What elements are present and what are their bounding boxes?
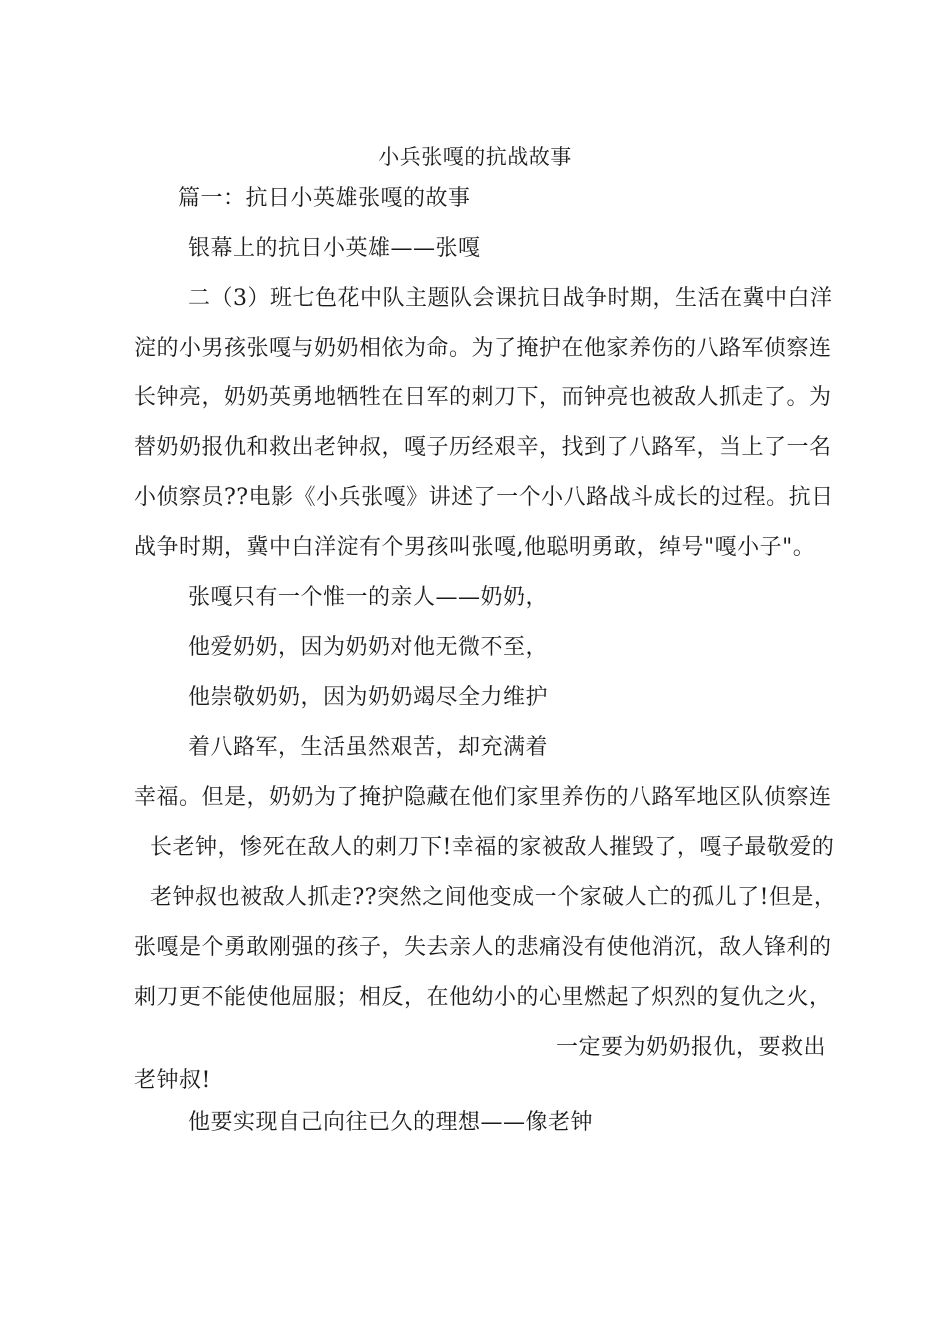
document-title: 小兵张嘎的抗战故事 xyxy=(378,145,572,169)
text-line: 老钟叔也被敌人抓走??突然之间他变成一个家破人亡的孤儿了!但是， xyxy=(150,885,837,910)
text-line: 淀的小男孩张嘎与奶奶相依为命。为了掩护在他家养伤的八路军侦察连 xyxy=(134,336,832,361)
right-aligned-line: 一定要为奶奶报仇，要救出 xyxy=(555,1035,826,1060)
text-line: 二（3）班七色花中队主题队会课抗日战争时期，生活在冀中白洋 xyxy=(188,286,833,311)
text-line: 长钟亮，奶奶英勇地牺牲在日军的刺刀下，而钟亮也被敌人抓走了。为 xyxy=(134,385,832,410)
subheading: 银幕上的抗日小英雄——张嘎 xyxy=(188,236,481,261)
section-heading: 篇一：抗日小英雄张嘎的故事 xyxy=(178,186,471,211)
text-line: 替奶奶报仇和救出老钟叔，嘎子历经艰辛，找到了八路军，当上了一名 xyxy=(134,435,832,460)
verse-line: 他爱奶奶，因为奶奶对他无微不至， xyxy=(188,635,549,660)
text-line: 长老钟，惨死在敌人的刺刀下!幸福的家被敌人摧毁了，嘎子最敬爱的 xyxy=(150,835,835,860)
text-line: 战争时期，冀中白洋淀有个男孩叫张嘎,他聪明勇敢，绰号"嘎小子"。 xyxy=(134,535,816,560)
verse-line: 他崇敬奶奶，因为奶奶竭尽全力维护 xyxy=(188,685,549,710)
text-line: 张嘎是个勇敢刚强的孩子，失去亲人的悲痛没有使他消沉，敌人锋利的 xyxy=(134,935,832,960)
text-line: 小侦察员??电影《小兵张嘎》讲述了一个小八路战斗成长的过程。抗日 xyxy=(134,485,834,510)
text-line: 幸福。但是，奶奶为了掩护隐藏在他们家里养伤的八路军地区队侦察连 xyxy=(134,785,832,810)
text-line: 刺刀更不能使他屈服；相反，在他幼小的心里燃起了炽烈的复仇之火， xyxy=(134,985,832,1010)
verse-line: 张嘎只有一个惟一的亲人——奶奶， xyxy=(188,585,549,610)
last-line: 他要实现自己向往已久的理想——像老钟 xyxy=(188,1110,594,1135)
tail-line: 老钟叔! xyxy=(134,1068,211,1093)
verse-line: 着八路军，生活虽然艰苦，却充满着 xyxy=(188,735,549,760)
